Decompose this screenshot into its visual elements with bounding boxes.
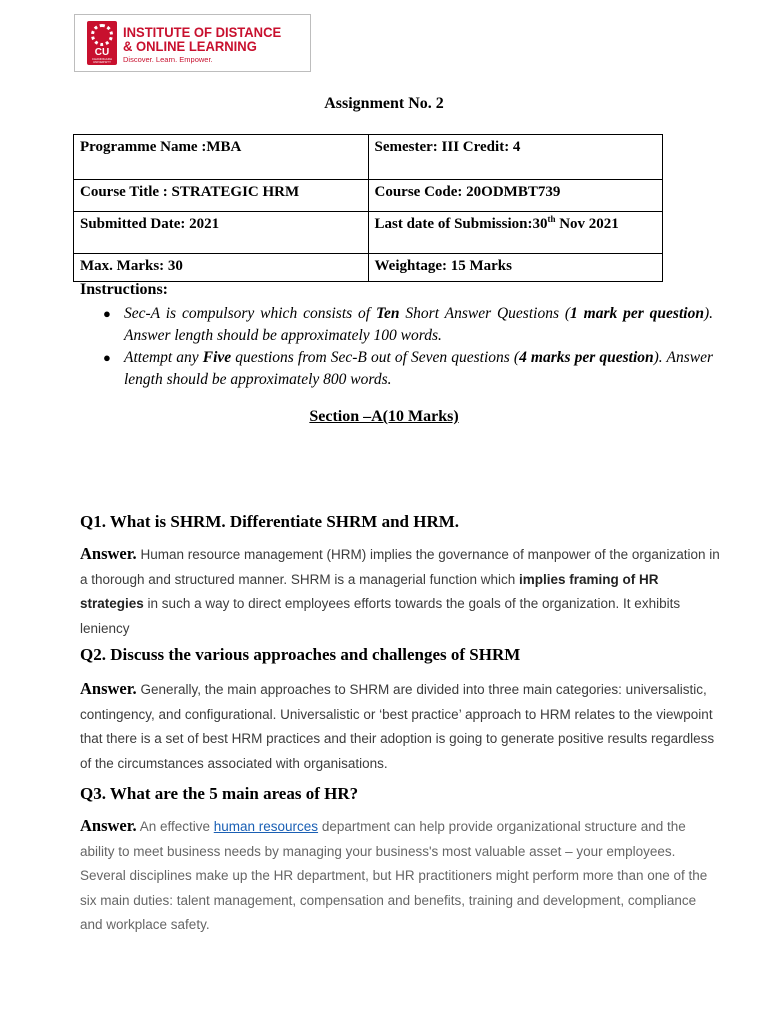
instr1-text2: Short Answer Questions (: [399, 305, 571, 322]
institute-logo: [74, 14, 311, 72]
instr2-text2: questions from Sec-B out of Seven questions (: [231, 349, 520, 366]
instructions-list: [103, 303, 713, 391]
section-a-title: Section –A(10 Marks): [309, 408, 459, 425]
last-date-prefix: Last date of Submission:30: [374, 216, 548, 232]
instr1-bold1: Ten: [375, 305, 400, 322]
course-code-cell: Course Code: 20ODMBT739: [368, 180, 663, 212]
question-2: Q2. Discuss the various approaches and challenges of SHRM: [80, 645, 521, 664]
course-info-table: [73, 134, 663, 282]
answer-label: Answer.: [80, 679, 137, 698]
human-resources-link[interactable]: human resources: [213, 819, 319, 834]
instr1-text3: ). Answer length should be approximately 100 words.: [124, 305, 713, 344]
table-row: [74, 180, 663, 212]
answer-1-bold: implies framing of HR strategies: [80, 571, 659, 611]
bullet-icon: ●: [103, 350, 111, 365]
max-marks-cell: Max. Marks: 30: [74, 254, 369, 282]
gear-icon: [91, 24, 113, 46]
answer-2-text: Generally, the main approaches to SHRM are divided into three main categories: universalistic, contingency, and configurational. Universalistic or ‘best practice’ approach to HRM relates to the viewpoint that there is a set of best HRM practices and their adoption is going to generate positive results regardless of the circumstances associated with organisations.: [80, 682, 715, 771]
answer-3-text2: department can help provide organizational structure and the ability to meet business needs by managing your business's most valuable asset – your employees. Several disciplines make up the HR department, but HR practitioners might perform more than one of the six main duties: talent management, compensation and benefits, training and development, compliance and workplace safety.: [80, 819, 708, 932]
list-item: [103, 347, 713, 391]
programme-cell: Programme Name :MBA: [74, 135, 369, 180]
instr2-text1: Attempt any: [124, 349, 203, 366]
instr1-text1: Sec-A is compulsory which consists of: [124, 305, 376, 322]
list-item: [103, 303, 713, 347]
assignment-title: Assignment No. 2: [324, 95, 444, 112]
answer-3-text1: An effective: [136, 819, 214, 834]
last-date-cell: [368, 212, 663, 254]
instr2-bold2: 4 marks per question: [519, 349, 654, 366]
table-row: [74, 254, 663, 282]
table-row: [74, 212, 663, 254]
cu-emblem-icon: [87, 21, 117, 65]
emblem-subtext: CHANDIGARH UNIVERSITY: [91, 57, 113, 64]
question-3: Q3. What are the 5 main areas of HR?: [80, 784, 359, 803]
instructions-heading: Instructions:: [80, 281, 169, 298]
emblem-text: CU: [94, 47, 110, 58]
last-date-sup: th: [547, 214, 556, 224]
instr1-bold2: 1 mark per question: [570, 305, 704, 322]
answer-3: [80, 814, 720, 938]
answer-label: Answer.: [80, 816, 137, 835]
instr2-bold1: Five: [202, 349, 232, 366]
answer-1-text2: in such a way to direct employees efforts towards the goals of the organization. It exhibits leniency: [80, 596, 681, 636]
last-date-suffix: Nov 2021: [555, 216, 619, 232]
question-1: Q1. What is SHRM. Differentiate SHRM and HRM.: [80, 512, 460, 531]
logo-tagline: Discover. Learn. Empower.: [123, 55, 213, 64]
answer-1-text1: Human resource management (HRM) implies the governance of manpower of the organization in a thorough and structured manner. SHRM is a managerial function which: [80, 547, 720, 587]
answer-label: Answer.: [80, 544, 137, 563]
logo-title-line1: INSTITUTE OF DISTANCE: [123, 24, 282, 40]
submitted-date-cell: Submitted Date: 2021: [74, 212, 369, 254]
course-title-cell: Course Title : STRATEGIC HRM: [74, 180, 369, 212]
answer-2: [80, 677, 720, 776]
logo-title-line2: & ONLINE LEARNING: [123, 38, 257, 54]
table-row: [74, 135, 663, 180]
bullet-icon: ●: [103, 306, 111, 321]
instr2-text3: ). Answer length should be approximately 800 words.: [124, 349, 713, 388]
answer-1: [80, 542, 720, 641]
semester-cell: Semester: III Credit: 4: [368, 135, 663, 180]
weightage-cell: Weightage: 15 Marks: [368, 254, 663, 282]
